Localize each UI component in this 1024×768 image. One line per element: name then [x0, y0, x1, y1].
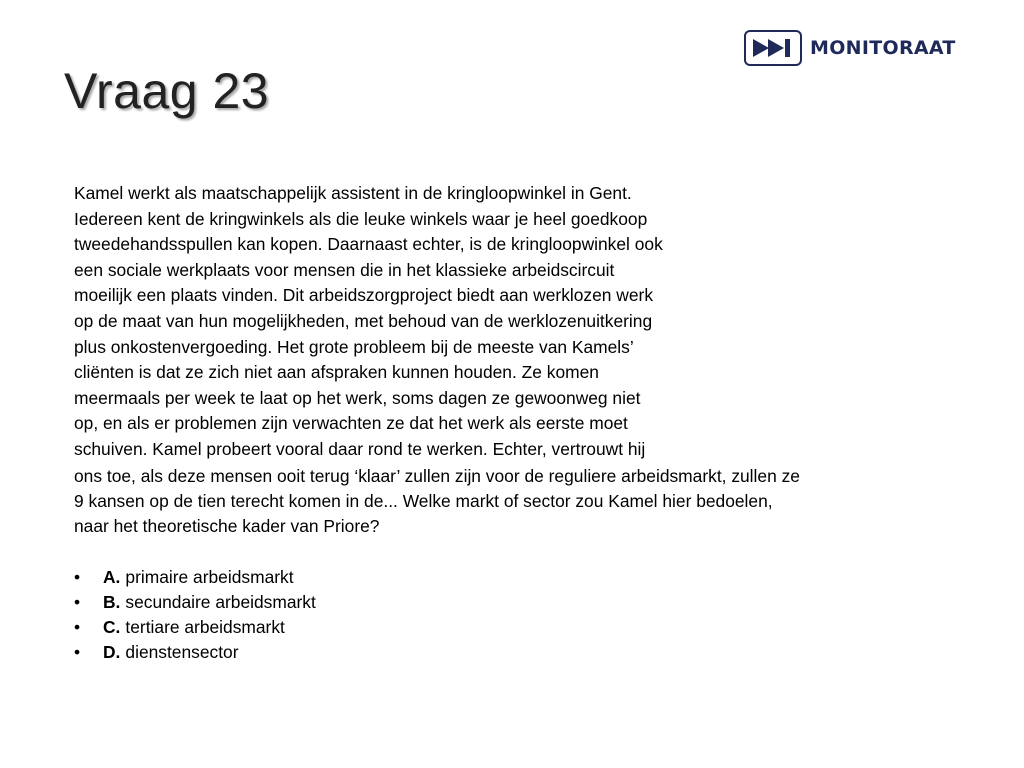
passage-line: tweedehandsspullen kan kopen. Daarnaast echter, is de kringloopwinkel ook [74, 234, 663, 255]
bullet-icon: • [74, 641, 81, 662]
monitoraat-logo [744, 30, 956, 66]
bullet-icon: • [74, 616, 81, 637]
passage-line: ons toe, als deze mensen ooit terug ‘klaar’ zullen zijn voor de reguliere arbeidsmarkt, zullen ze [74, 465, 800, 486]
passage-line: op, en als er problemen zijn verwachten ze dat het werk als eerste moet [74, 413, 628, 434]
option-letter: D. [103, 641, 121, 662]
spacer [74, 540, 954, 565]
answer-options [74, 565, 954, 665]
bullet-icon: • [74, 566, 81, 587]
question-line: naar het theoretische kader van Priore? [74, 516, 380, 537]
passage-line: schuiven. Kamel probeert vooral daar rond te werken. Echter, vertrouwt hij [74, 438, 646, 459]
option-text: tertiare arbeidsmarkt [125, 616, 285, 637]
option-letter: A. [103, 566, 121, 587]
passage-line: cliënten is dat ze zich niet aan afspraken kunnen houden. Ze komen [74, 362, 599, 383]
answer-option-b[interactable] [74, 590, 954, 615]
answer-option-a[interactable] [74, 565, 954, 590]
option-text: primaire arbeidsmarkt [125, 566, 294, 587]
passage-line: op de maat van hun mogelijkheden, met behoud van de werklozenuitkering [74, 310, 653, 331]
double-play-arrows-icon [744, 30, 802, 66]
passage [74, 181, 954, 540]
option-text: secundaire arbeidsmarkt [125, 591, 316, 612]
answer-option-c[interactable] [74, 615, 954, 640]
passage-line: plus onkostenvergoeding. Het grote probleem bij de meeste van Kamels’ [74, 336, 634, 357]
passage-line: moeilijk een plaats vinden. Dit arbeidszorgproject biedt aan werklozen werk [74, 285, 654, 306]
option-text: dienstensector [125, 641, 239, 662]
passage-line: Kamel werkt als maatschappelijk assistent in de kringloopwinkel in Gent. [74, 183, 632, 203]
question-line: 9 kansen op de tien terecht komen in de... Welke markt of sector zou Kamel hier bedoelen, [74, 490, 773, 511]
option-letter: B. [103, 591, 121, 612]
slide-title: Vraag 23 [64, 63, 270, 119]
passage-line: een sociale werkplaats voor mensen die in het klassieke arbeidscircuit [74, 259, 615, 280]
logo-text: MONITORAAT [810, 37, 956, 59]
answer-option-d[interactable] [74, 640, 954, 665]
passage-line: Iedereen kent de kringwinkels als die leuke winkels waar je heel goedkoop [74, 208, 648, 229]
passage-line: meermaals per week te laat op het werk, soms dagen ze gewoonweg niet [74, 387, 641, 408]
option-letter: C. [103, 616, 121, 637]
bullet-icon: • [74, 591, 81, 612]
question-body [74, 181, 954, 665]
